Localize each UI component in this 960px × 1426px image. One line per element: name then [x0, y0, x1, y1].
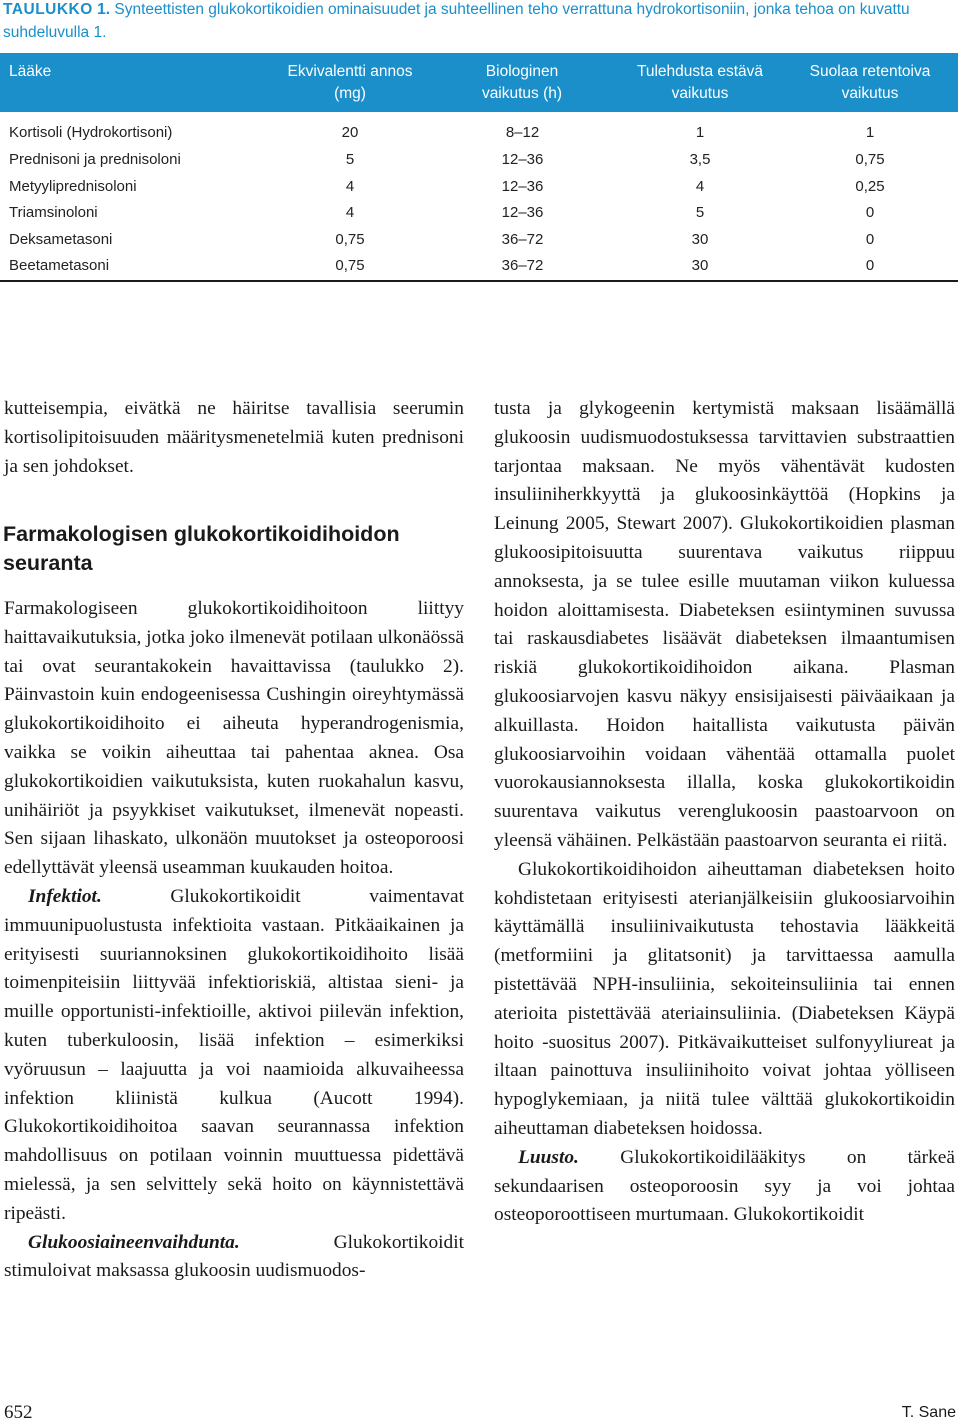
caption-text: Synteettisten glukokortikoidien ominaisuudet ja suhteellinen teho verrattuna hydrokortisoniin, jonka tehoa on kuvattu suhdeluvulla 1.	[3, 1, 910, 41]
header-dose: Ekvivalentti annos (mg)	[287, 63, 413, 102]
table-caption	[3, 0, 958, 44]
right-paragraph-2: Glukokortikoidihoidon aiheuttaman diabeteksen hoito kohdistetaan erityisesti aterianjälkeisiin glukoosiarvoihin käyttämällä insuliinivaikutusta tehostavia lääkkeitä (metformiini ja glitatsonit) ja tarvittaessa aamulla pistettävää NPH-insuliinia, sekoiteinsuliinia tai ennen aterioita pistettävää ateriainsuliinia. (Diabeteksen Käypä hoito -suositus 2007). Pitkävaikutteiset sulfonyyliureat ja iltaan painottuva insuliinihoito voivat johtaa yölliseen hypoglykemiaan, ja niitä tulee välttää glukokortikoidin aiheuttaman diabeteksen hoidossa.	[494, 858, 955, 1139]
section-heading: Farmakologisen glukokortikoidihoidon seuranta	[3, 522, 400, 575]
caption-label: TAULUKKO	[3, 1, 93, 18]
table-header	[0, 53, 958, 112]
left-column-intro	[4, 395, 464, 481]
left-column-body	[4, 595, 464, 1286]
right-column	[494, 395, 955, 1230]
page-number: 652	[4, 1402, 33, 1423]
table-row: Kortisoli (Hydrokortisoni) 20 8–12 1 1	[9, 124, 875, 141]
header-drug: Lääke	[9, 63, 52, 80]
header-duration: Biologinen vaikutus (h)	[481, 63, 563, 102]
table-row: Prednisoni ja prednisoloni 5 12–36 3,5 0,75	[9, 151, 885, 168]
infections-lead: Infektiot.	[28, 885, 102, 907]
glucose-lead: Glukoosiaineenvaihdunta.	[28, 1231, 240, 1253]
header-salt-retention: Suolaa retentoiva vaikutus	[809, 63, 931, 102]
caption-number: 1.	[97, 1, 111, 18]
table-row: Beetametasoni 0,75 36–72 30 0	[9, 257, 875, 274]
left-intro-paragraph: kutteisempia, eivätkä ne häiritse tavallisia seerumin kortisolipitoisuuden määritysmenetelmiä kuten prednisoni ja sen johdokset.	[4, 398, 464, 477]
author-footer: T. Sane	[901, 1404, 956, 1421]
right-paragraph-1: tusta ja glykogeenin kertymistä maksaan lisäämällä glukoosin uudismuodostuksessa tarvittavien substraattien tarjontaa maksaan. Ne myös vähentävät kudosten insuliiniherkkyyttä ja glukoosinkäyttöä (Hopkins ja Leinung 2005, Stewart 2007). Glukokortikoidien plasman glukoosipitoisuutta suurentava vaikutus riippuu annoksesta, ja se tulee esille muutaman viikon kuluessa hoidon aloittamisesta. Diabeteksen esiintyminen suvussa tai raskausdiabetes lisäävät diabeteksen ilmaantumisen riskiä glukokortikoidihoidon aikana. Plasman glukoosiarvojen kasvu näkyy ensisijaisesti päiväaikaan ja alkuillasta. Hoidon haitallista vaikutusta päivän glukoosiarvoihin voidaan vähentää ottamalla puolet vuorokausiannoksesta illalla, koska glukokortikoidin suurentava vaikutus verenglukoosin paastoarvoon on yleensä vähäinen. Pelkästään paastoarvon seuranta ei riitä.	[494, 398, 955, 851]
bone-lead: Luusto.	[518, 1146, 579, 1168]
table-bottom-rule	[0, 280, 958, 282]
right-paragraph-3: Luusto. Glukokortikoidilääkitys on tärkeä sekundaarisen osteoporoosin syy ja voi johtaa osteoporoottiseen murtumaan. Glukokortikoidit	[494, 1146, 955, 1226]
left-paragraph-2: Infektiot. Glukokortikoidit vaimentavat immuunipuolustusta infektioita vastaan. Pitkäaikainen ja erityisesti suuriannoksinen glukokortikoidihoito lisää toimenpiteisiin liittyvää infektioriskiä, altistaa sieni- ja muille opportunisti-infektioille, aktivoi piilevän infektion, kuten tuberkuloosin, lisää infektion – esimerkiksi vyöruusun – laajuutta ja voi naamioida alkuvaiheessa infektion kliinistä kulkua (Aucott 1994). Glukokortikoidihoitoa saavan seurannassa infektion mahdollisuus on potilaan voinnin muuttuessa pidettävä mielessä, ja sen selvittely sekä hoito on käynnistettävä ripeästi.	[4, 885, 464, 1224]
table-row: Deksametasoni 0,75 36–72 30 0	[9, 231, 875, 248]
left-paragraph-1: Farmakologiseen glukokortikoidihoitoon liittyy haittavaikutuksia, jotka joko ilmenevät potilaan ulkonäössä tai ovat seurantakokein havaittavissa (taulukko 2). Päinvastoin kuin endogeenisessa Cushingin oireyhtymässä glukokortikoidihoito ei aiheuta hyperandrogenismia, vaikka se voikin aiheuttaa tai pahentaa aknea. Osa glukokortikoidien vaikutuksista, kuten ruokahalun kasvu, unihäiriöt ja psyykkiset vaikutukset, ilmenevät nopeasti. Sen sijaan lihaskato, ulkonäön muutokset ja osteoporoosi edellyttävät yleensä useamman kuukauden hoitoa.	[4, 598, 464, 879]
left-paragraph-3: Glukoosiaineenvaihdunta. Glukokortikoidit stimuloivat maksassa glukoosin uudismuodos-	[4, 1231, 464, 1282]
table-row: Metyyliprednisoloni 4 12–36 4 0,25	[9, 178, 885, 195]
table-row: Triamsinoloni 4 12–36 5 0	[9, 204, 875, 221]
header-anti-inflammatory: Tulehdusta estävä vaikutus	[636, 63, 764, 102]
